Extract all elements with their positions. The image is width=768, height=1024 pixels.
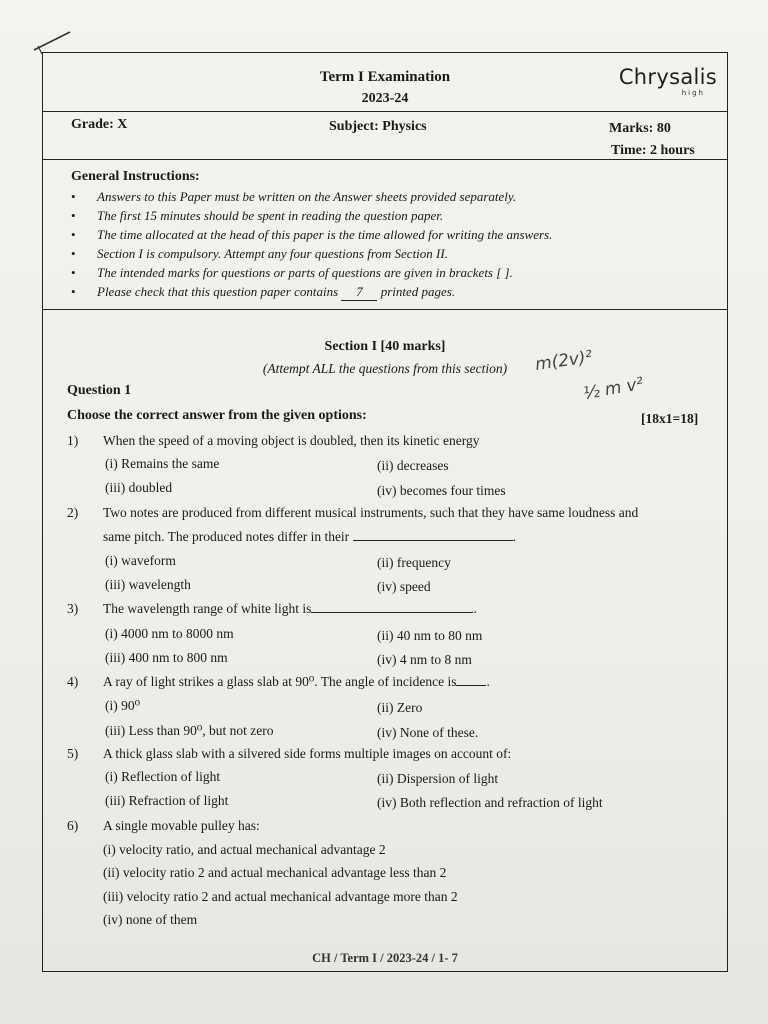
instruction-item: • The intended marks for questions or parts of questions are given in brackets [ ]. [71, 265, 513, 280]
option: (iii) doubled [105, 480, 173, 495]
time-label: Time: 2 hours [611, 143, 695, 158]
handwritten-note: m(2v)² [533, 347, 594, 375]
option: (iv) 4 nm to 8 nm [377, 652, 472, 667]
option: (i) Reflection of light [105, 769, 221, 784]
divider [43, 309, 727, 310]
option: (iv) speed [377, 579, 431, 594]
question-number: 6) [67, 818, 79, 833]
option: (i) 4000 nm to 8000 nm [105, 626, 234, 641]
option: (iii) 400 nm to 800 nm [105, 650, 228, 665]
question-item [43, 505, 727, 525]
option: (ii) Zero [377, 700, 423, 715]
option: (ii) 40 nm to 80 nm [377, 628, 483, 643]
question-item [43, 818, 727, 838]
option: (i) velocity ratio, and actual mechanical advantage 2 [103, 842, 386, 857]
question-number: 4) [67, 674, 79, 689]
question-label: Question 1 [67, 383, 132, 398]
option: (ii) frequency [377, 555, 451, 570]
question-marks: [18x1=18] [641, 411, 699, 426]
divider [43, 111, 727, 112]
option: (i) waveform [105, 553, 176, 568]
option: (iv) None of these. [377, 725, 479, 740]
pages-count: 7 [341, 284, 377, 301]
option: (iv) none of them [103, 912, 198, 927]
option: (iv) Both reflection and refraction of light [377, 795, 603, 810]
school-logo: Chrysalis [618, 65, 717, 89]
page-footer: CH / Term I / 2023-24 / 1- 7 [312, 951, 458, 965]
instruction-item: • Section I is compulsory. Attempt any four questions from Section II. [71, 246, 448, 261]
question-text: A ray of light strikes a glass slab at 90⁰. The angle of incidence is [103, 674, 457, 689]
option: (iii) velocity ratio 2 and actual mechanical advantage more than 2 [103, 889, 458, 904]
answer-blank [353, 540, 513, 541]
option: (iii) wavelength [105, 577, 191, 592]
handwritten-note: ½ m v² [581, 373, 646, 405]
question-text: A single movable pulley has: [103, 818, 260, 833]
exam-year: 2023-24 [361, 91, 409, 106]
question-text: Two notes are produced from different musical instruments, such that they have same loudness and [103, 505, 639, 520]
instruction-item: • Answers to this Paper must be written on the Answer sheets provided separately. [71, 189, 517, 204]
question-item: 4) A ray of light strikes a glass slab at 90⁰. The angle of incidence is . [67, 674, 490, 689]
staple-mark-icon [30, 28, 76, 58]
exam-title: Term I Examination [319, 69, 451, 85]
instructions-title: General Instructions: [71, 169, 200, 184]
section-title: Section I [40 marks] [324, 339, 446, 354]
marks-label: Marks: 80 [609, 121, 671, 136]
question-text: A thick glass slab with a silvered side forms multiple images on account of: [103, 746, 512, 761]
grade-label: Grade: X [71, 117, 128, 132]
question-item [43, 433, 727, 453]
question-item [43, 746, 727, 766]
instruction-item: • The time allocated at the head of this paper is the time allowed for writing the answers. [71, 227, 553, 242]
question-number: 1) [67, 433, 79, 448]
option: (ii) decreases [377, 458, 449, 473]
question-number: 3) [67, 601, 79, 616]
answer-blank [311, 612, 473, 613]
instruction-item: • The first 15 minutes should be spent in reading the question paper. [71, 208, 444, 223]
page-border [42, 52, 728, 972]
subject-label: Subject: Physics [329, 119, 427, 134]
option: (ii) Dispersion of light [377, 771, 499, 786]
question-item: 3) The wavelength range of white light is . [67, 601, 477, 616]
option: (iv) becomes four times [377, 483, 506, 498]
question-text: When the speed of a moving object is doubled, then its kinetic energy [103, 433, 480, 448]
option: (iii) Less than 90⁰, but not zero [105, 723, 274, 738]
instruction-item: • Please check that this question paper contains 7 printed pages. [71, 284, 456, 299]
section-subtitle: (Attempt ALL the questions from this section) [262, 361, 508, 376]
question-text: The wavelength range of white light is [103, 601, 312, 616]
divider [43, 159, 727, 160]
answer-blank [456, 685, 486, 686]
option: (ii) velocity ratio 2 and actual mechanical advantage less than 2 [103, 865, 447, 880]
option: (i) Remains the same [105, 456, 220, 471]
question-text-cont: same pitch. The produced notes differ in their . [103, 529, 516, 544]
option: (iii) Refraction of light [105, 793, 229, 808]
question-instruction: Choose the correct answer from the given options: [67, 408, 367, 423]
question-number: 2) [67, 505, 79, 520]
option: (i) 90⁰ [105, 698, 141, 713]
school-logo-sub: high [681, 89, 705, 97]
question-number: 5) [67, 746, 79, 761]
